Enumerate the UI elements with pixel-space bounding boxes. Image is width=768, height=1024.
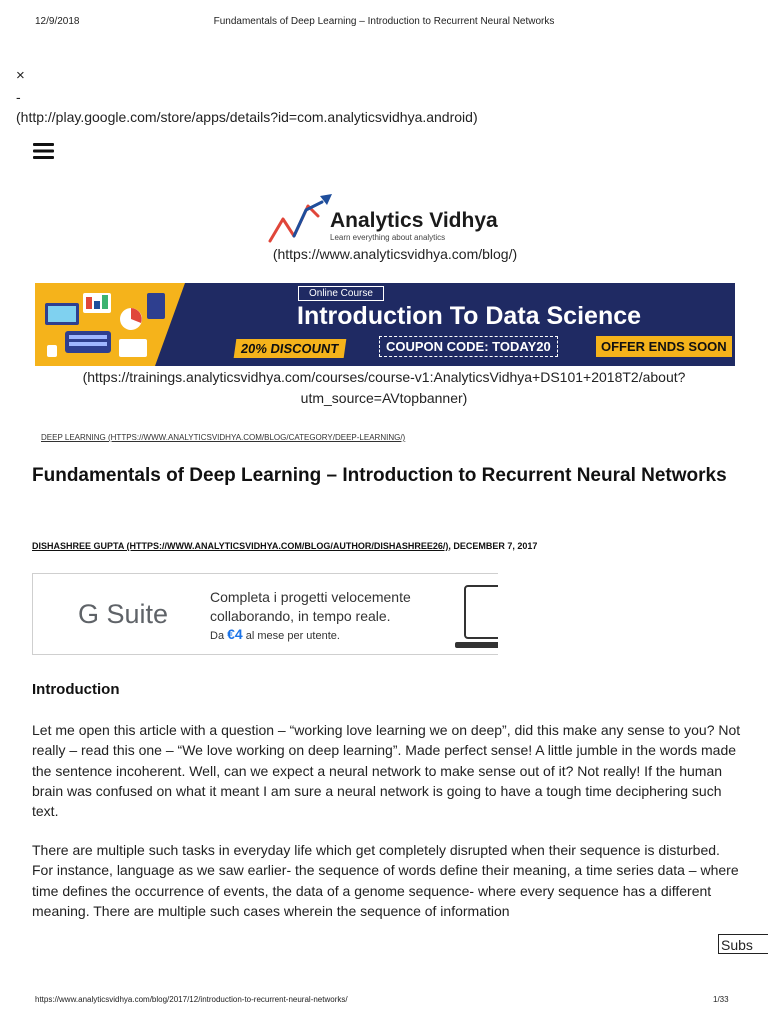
banner-illustration [35, 283, 193, 366]
coupon-code: COUPON CODE: TODAY20 [379, 336, 558, 357]
section-heading: Introduction [32, 681, 120, 698]
promo-link[interactable]: (https://trainings.analyticsvidhya.com/courses/course-v1:AnalyticsVidhya+DS101+2018T2/about?utm_source=AVtopbanner) [82, 369, 686, 406]
dash-text: - [16, 89, 21, 105]
laptop-icon [455, 582, 498, 654]
app-store-link[interactable]: (http://play.google.com/store/apps/details?id=com.analyticsvidhya.android) [16, 109, 478, 125]
logo-mark-icon [266, 190, 336, 246]
close-button[interactable]: × [16, 67, 25, 84]
author-link[interactable]: DISHASHREE GUPTA (HTTPS://WWW.ANALYTICSVIDHYA.COM/BLOG/AUTHOR/DISHASHREE26/) [32, 541, 449, 551]
logo-link[interactable]: (https://www.analyticsvidhya.com/blog/) [272, 246, 518, 262]
byline [32, 541, 537, 551]
promo-banner[interactable] [35, 283, 735, 366]
ad-line-1: Completa i progetti velocemente [210, 589, 411, 605]
paragraph-1: Let me open this article with a question – “working love learning we on deep”, did this make any sense to you? Not really – read this one – “We love working on deep learning”. Made perfect sense! A little jumble in the words made the sentence incoherent. Well, can we expect a neural network to make sense out of it? Not really! If the human brain was confused on what it meant I am sure a neural network is going to have a tough time deciphering such text. [32, 722, 741, 820]
print-footer-url: https://www.analyticsvidhya.com/blog/2017/12/introduction-to-recurrent-neural-networks/ [35, 995, 348, 1004]
paragraph-2: There are multiple such tasks in everyday life which get completely disrupted when their sequence is disturbed. For instance, language as we saw earlier- the sequence of words define their meaning, a time series data – where time defines the occurrence of events, the data of a genome sequence- where every sequence has a different meaning. There are multiple such cases wherein the sequence of information [32, 842, 739, 919]
ad-price-prefix: Da [210, 630, 228, 642]
online-course-badge: Online Course [298, 286, 384, 301]
site-logo[interactable] [266, 190, 506, 246]
offer-ends-badge: OFFER ENDS SOON [596, 336, 732, 357]
print-title: Fundamentals of Deep Learning – Introduction to Recurrent Neural Networks [213, 16, 555, 27]
banner-headline: Introduction To Data Science [297, 302, 642, 330]
ad-line-2: collaborando, in tempo reale. [210, 608, 391, 624]
ad-price-line [210, 626, 340, 642]
publish-date: , DECEMBER 7, 2017 [448, 541, 538, 551]
logo-name: Analytics Vidhya [330, 209, 498, 232]
print-page-number: 1/33 [713, 995, 729, 1004]
ad-price: €4 [227, 626, 243, 642]
ad-brand: G Suite [78, 599, 169, 629]
hamburger-menu-icon[interactable] [33, 143, 54, 159]
category-link[interactable]: DEEP LEARNING (HTTPS://WWW.ANALYTICSVIDHYA.COM/BLOG/CATEGORY/DEEP-LEARNING/) [41, 433, 406, 442]
discount-badge: 20% DISCOUNT [234, 339, 346, 358]
ad-price-suffix: al mese per utente. [242, 630, 340, 642]
gsuite-ad[interactable] [32, 573, 498, 655]
logo-tagline: Learn everything about analytics [330, 233, 446, 242]
print-date: 12/9/2018 [35, 16, 80, 27]
article-title: Fundamentals of Deep Learning – Introduction to Recurrent Neural Networks [32, 465, 727, 486]
subscribe-button[interactable]: Subs [718, 934, 768, 954]
